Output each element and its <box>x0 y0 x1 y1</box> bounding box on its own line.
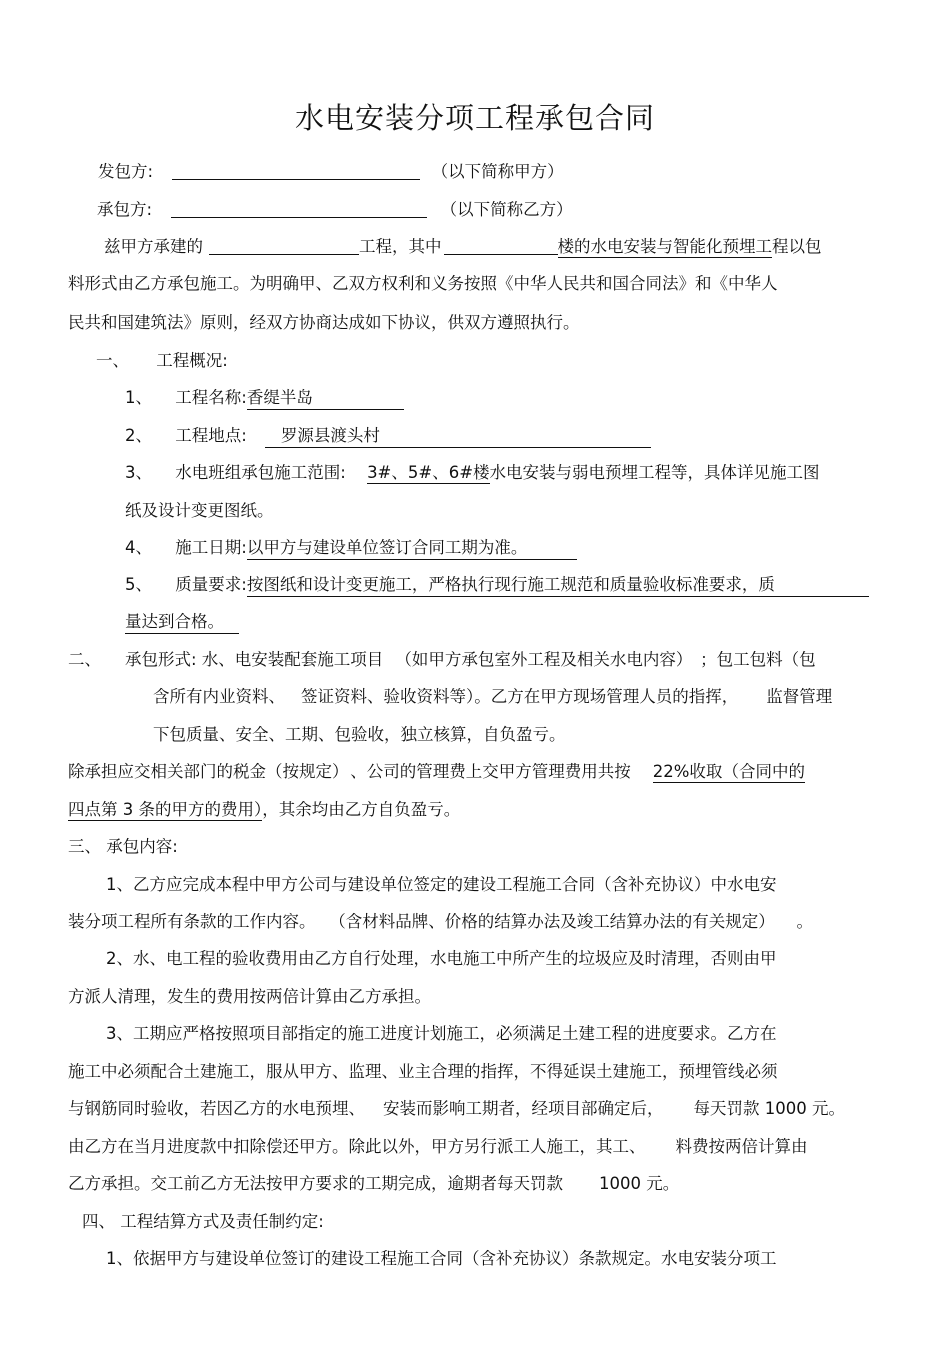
scope-buildings-value: 3#、5#、6#楼 <box>367 463 490 482</box>
item-1-4 <box>125 538 577 560</box>
item-label: 质量要求: <box>175 575 247 594</box>
intro-underlined: 楼的 <box>557 237 591 256</box>
intro-line-3: 民共和国建筑法》原则，经双方协商达成如下协议，供双方遵照执行。 <box>68 313 580 332</box>
item-1-3-cont: 纸及设计变更图纸。 <box>125 501 274 520</box>
section-3-heading: 三、 承包内容: <box>68 837 178 856</box>
project-blank[interactable] <box>209 238 359 255</box>
section-2-line-4: 除承担应交相关部门的税金（按规定） 、公司的管理费上交甲方管理费用共按 22%收取（合同中的 <box>68 762 805 781</box>
section-4-p1-line-1: 1、依据甲方与建设单位签订的建设工程施工合同（含补充协议）条款规定。水电安装分项工 <box>106 1249 777 1268</box>
issuer-line <box>98 162 564 182</box>
item-number: 3、 <box>125 463 152 482</box>
contractor-label: 承包方: <box>97 200 153 219</box>
item-1-5-cont <box>125 612 239 634</box>
section-2-line-1 <box>68 650 816 670</box>
section-3-p3-line-3: 与钢筋同时验收，若因乙方的水电预埋、 安装而影响工期者，经项目部确定后， 每天罚款 1000 元。 <box>68 1099 845 1118</box>
section-3-p3-line-4: 由乙方在当月进度款中扣除偿还甲方。除此以外，甲方另行派工人施工，其工、 料费按两倍计算由 <box>68 1137 808 1156</box>
project-location-value: 罗源县渡头村 <box>265 426 651 448</box>
section-1-heading <box>96 351 228 371</box>
intro-line-2: 料形式由乙方承包施工。为明确甲、乙双方权利和义务按照《中华人民共和国合同法》和《中华人 <box>68 274 778 293</box>
item-1-3 <box>125 463 820 483</box>
section-number: 一、 <box>96 351 129 370</box>
quality-requirement-value: 按图纸和设计变更施工，严格执行现行施工规范和质量验收标准要求，质 <box>247 575 869 597</box>
item-number: 4、 <box>125 538 152 557</box>
item-number: 1、 <box>125 388 152 407</box>
building-blank[interactable] <box>444 238 558 255</box>
document-title: 水电安装分项工程承包合同 <box>294 101 655 135</box>
intro-text: 工程，其中 <box>359 237 442 256</box>
section-3-p2-line-2: 方派人清理，发生的费用按两倍计算由乙方承担。 <box>68 987 431 1006</box>
item-number: 5、 <box>125 575 152 594</box>
daily-penalty: 每天罚款 1000 元。 <box>693 1099 845 1118</box>
section-2-line-2: 含所有内业资料、 签证资料、验收资料等）。乙方在甲方现场管理人员的指挥， 监督管理 <box>153 687 833 706</box>
intro-text: 程以包 <box>772 237 822 256</box>
item-1-1 <box>125 388 404 410</box>
intro-underlined: 水电安装与智能化预埋工 <box>590 237 772 256</box>
issuer-blank[interactable] <box>172 163 420 180</box>
management-fee-rate: 22%收取 <box>652 762 723 781</box>
section-3-p3-line-2: 施工中必须配合土建施工，服从甲方、监理、业主合理的指挥，不得延误土建施工，预埋管线必须 <box>68 1062 778 1081</box>
contractor-blank[interactable] <box>171 201 427 218</box>
item-1-2 <box>125 426 651 448</box>
section-3-p1-line-2: 装分项工程所有条款的工作内容。 （含材料品牌、价格的结算办法及竣工结算办法的有关规定） 。 <box>68 912 813 931</box>
item-text: 水电安装与弱电预埋工程等，具体详见施工图 <box>489 463 820 482</box>
section-4-heading: 四、 工程结算方式及责任制约定: <box>82 1212 324 1231</box>
project-name-value: 香缇半岛 <box>247 388 404 410</box>
section-3-p2-line-1: 2、水、电工程的验收费用由乙方自行处理，水电施工中所产生的垃圾应及时清理，否则由甲 <box>106 949 777 968</box>
contractor-line <box>97 200 573 220</box>
intro-line-1 <box>104 237 822 257</box>
construction-date-value: 以甲方与建设单位签订合同工期为准。 <box>247 538 577 560</box>
item-number: 2、 <box>125 426 152 445</box>
overdue-penalty: 1000 元。 <box>599 1174 680 1193</box>
issuer-label: 发包方: <box>98 162 154 181</box>
item-1-5 <box>125 575 869 597</box>
quality-requirement-cont: 量达到合格。 <box>125 612 239 634</box>
section-3-p1-line-1: 1、乙方应完成本程中甲方公司与建设单位签定的建设工程施工合同（含补充协议）中水电安 <box>106 875 777 894</box>
section-number: 二、 <box>68 650 101 669</box>
issuer-note: （以下简称甲方） <box>431 162 564 181</box>
section-3-p3-line-5: 乙方承担。交工前乙方无法按甲方要求的工期完成，逾期者每天罚款 1000 元。 <box>68 1174 680 1193</box>
section-2-text: 承包形式: 水、电安装配套施工项目 （如甲方承包室外工程及相关水电内容） ；包工包料（包 <box>125 650 816 669</box>
section-2-line-5: 四点第 3 条的甲方的费用），其余均由乙方自负盈亏。 <box>68 800 461 819</box>
section-2-line-3: 下包质量、安全、工期、包验收，独立核算，自负盈亏。 <box>153 725 566 744</box>
section-title: 工程概况: <box>156 351 228 370</box>
section-3-p3-line-1: 3、工期应严格按照项目部指定的施工进度计划施工，必须满足土建工程的进度要求。乙方在 <box>106 1024 777 1043</box>
item-label: 工程名称: <box>175 388 247 407</box>
item-label: 水电班组承包施工范围: <box>175 463 346 482</box>
intro-text: 兹甲方承建的 <box>104 237 203 256</box>
contractor-note: （以下简称乙方） <box>440 200 573 219</box>
item-label: 工程地点: <box>175 426 247 445</box>
item-label: 施工日期: <box>175 538 247 557</box>
